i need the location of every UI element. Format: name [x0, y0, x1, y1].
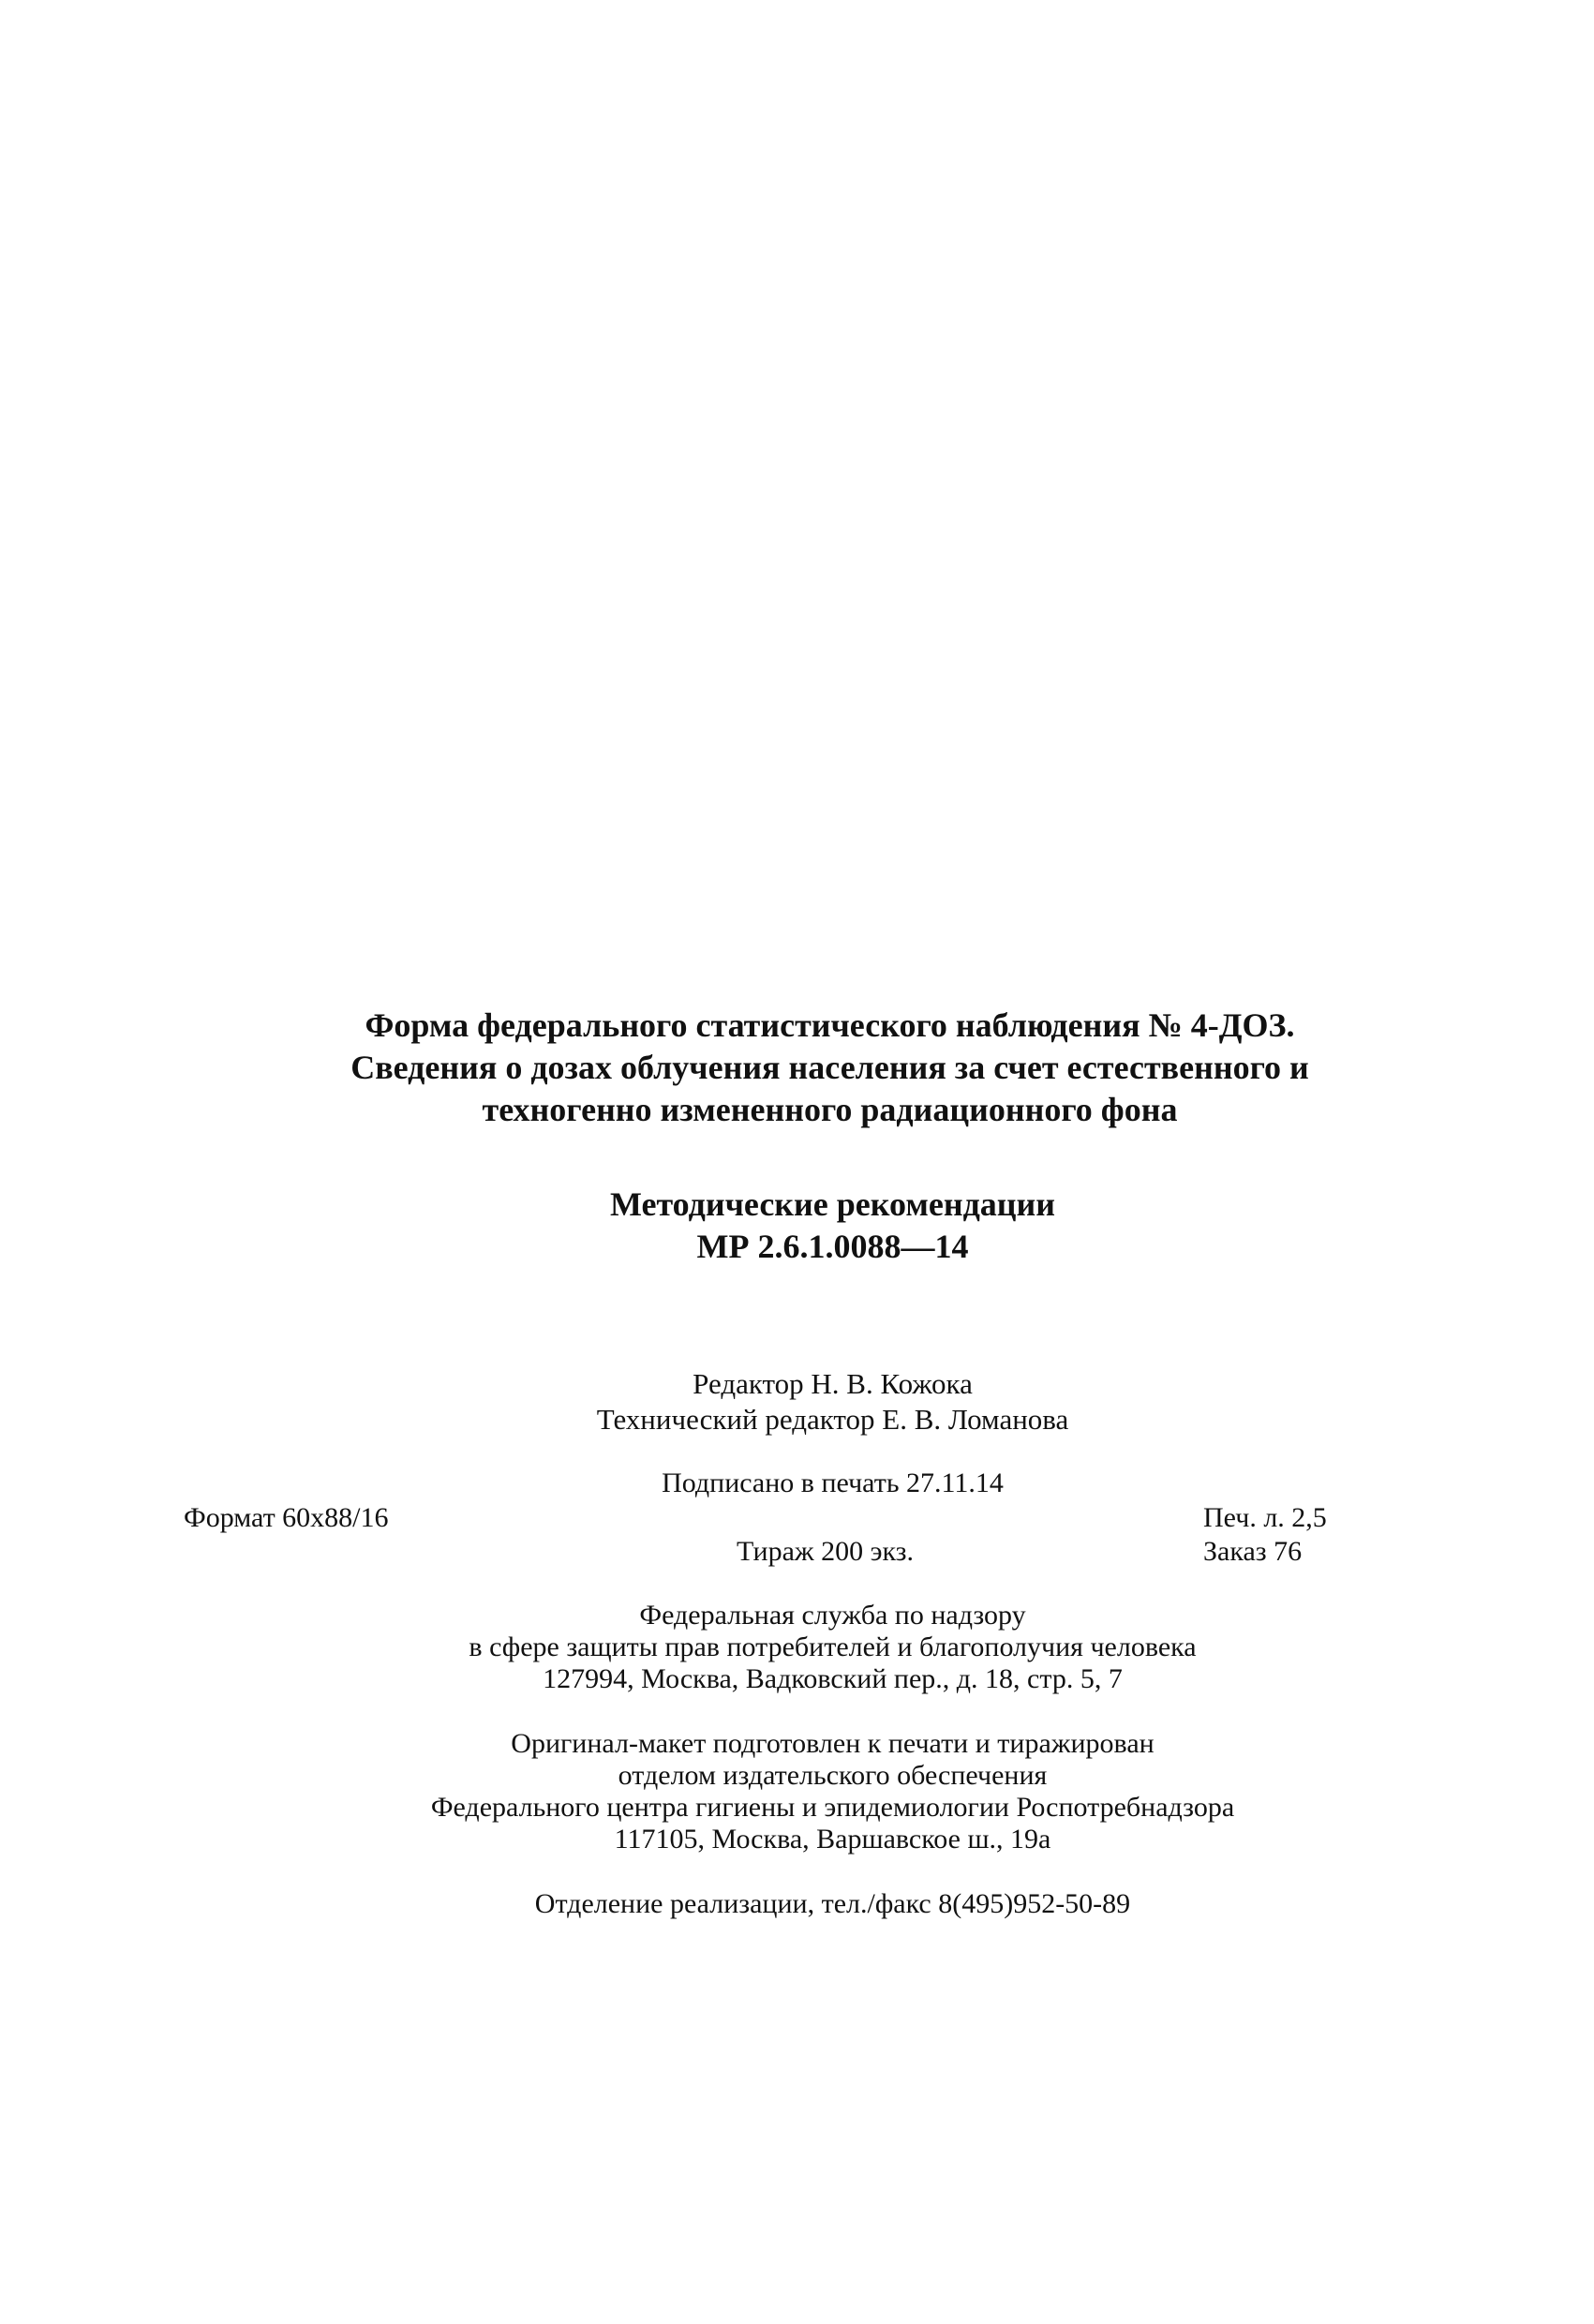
editors-block — [0, 1366, 1594, 1438]
paper-format: Формат 60x88/16 — [184, 1502, 389, 1533]
document-number: МР 2.6.1.0088—14 — [696, 1228, 969, 1265]
printer-line-1: Оригинал-макет подготовлен к печати и тиражирован — [511, 1728, 1155, 1759]
order-number: Заказ 76 — [1203, 1536, 1303, 1567]
publisher-line-2: в сфере защиты прав потребителей и благополучия человека — [469, 1631, 1197, 1662]
document-type-label: Методические рекомендации — [609, 1185, 1056, 1223]
editor-name: Редактор Н. В. Кожока — [693, 1367, 973, 1400]
printer-line-2: отделом издательского обеспечения — [618, 1760, 1048, 1791]
publisher-block — [0, 1600, 1594, 1695]
publisher-line-1: Федеральная служба по надзору — [639, 1600, 1026, 1631]
document-type — [0, 1184, 1594, 1268]
print-run: Тираж 200 экз. — [736, 1536, 915, 1567]
printer-line-3: Федерального центра гигиены и эпидемиологии Роспотребнадзора — [430, 1792, 1235, 1823]
printer-address: 117105, Москва, Варшавское ш., 19а — [614, 1824, 1051, 1855]
tech-editor-name: Технический редактор Е. В. Ломанова — [596, 1403, 1069, 1436]
publisher-address: 127994, Москва, Вадковский пер., д. 18, стр. 5, 7 — [543, 1663, 1123, 1694]
title-line-2: Сведения о дозах облучения населения за счет естественного и — [350, 1049, 1309, 1086]
printed-sheets: Печ. л. 2,5 — [1203, 1502, 1327, 1533]
signed-for-print: Подписано в печать 27.11.14 — [662, 1467, 1004, 1498]
sales-contact: Отделение реализации, тел./факс 8(495)952-50-89 — [534, 1888, 1131, 1919]
printer-block — [0, 1728, 1594, 1855]
title-line-1: Форма федерального статистического наблюдения № 4-ДОЗ. — [365, 1006, 1295, 1044]
document-title — [0, 1005, 1594, 1131]
title-line-3: техногенно измененного радиационного фона — [482, 1091, 1178, 1128]
